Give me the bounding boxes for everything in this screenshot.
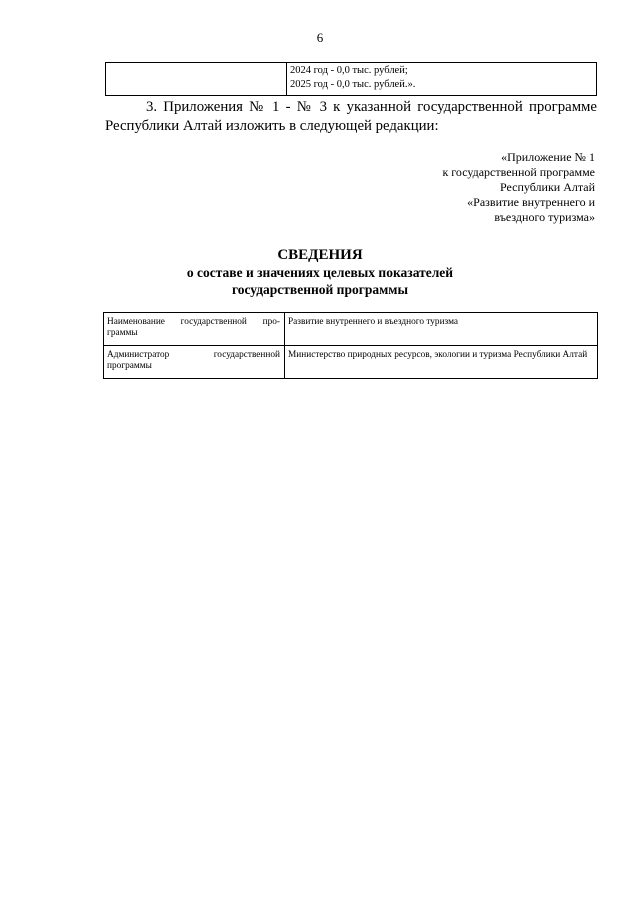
funding-table-empty-cell bbox=[106, 63, 287, 96]
funding-table-value-cell bbox=[287, 63, 597, 96]
table-row bbox=[104, 346, 598, 379]
program-name-value: Развитие внутреннего и въездного туризма bbox=[285, 313, 598, 346]
appendix-caption bbox=[442, 150, 595, 225]
document-title: СВЕДЕНИЯ bbox=[277, 247, 363, 263]
page-number: 6 bbox=[316, 30, 324, 45]
program-administrator-value: Министерство природных ресурсов, экологии и туризма Республики Алтай bbox=[285, 346, 598, 379]
amendment-paragraph: 3. Приложения № 1 - № 3 к указанной государственной программе Республики Алтай изложить в следующей редакции: bbox=[105, 99, 597, 134]
funding-table bbox=[105, 62, 597, 96]
table-row bbox=[106, 63, 597, 96]
appendix-caption-line: к государственной программе bbox=[442, 165, 595, 179]
appendix-caption-line: въездного туризма» bbox=[494, 210, 595, 224]
document-subtitle-line-2: государственной программы bbox=[231, 282, 409, 297]
program-administrator-label: Администратор государственной программы bbox=[104, 346, 285, 379]
appendix-caption-line: «Приложение № 1 bbox=[501, 150, 595, 164]
program-info-table bbox=[103, 312, 598, 379]
document-subtitle-line-1: о составе и значениях целевых показателей bbox=[186, 265, 454, 280]
funding-line-2025: 2025 год - 0,0 тыс. рублей.». bbox=[290, 79, 416, 90]
program-name-label: Наименование государственной про-граммы bbox=[104, 313, 285, 346]
appendix-caption-line: «Развитие внутреннего и bbox=[467, 195, 595, 209]
funding-line-2024: 2024 год - 0,0 тыс. рублей; bbox=[290, 65, 408, 76]
appendix-caption-line: Республики Алтай bbox=[500, 180, 595, 194]
table-row bbox=[104, 313, 598, 346]
